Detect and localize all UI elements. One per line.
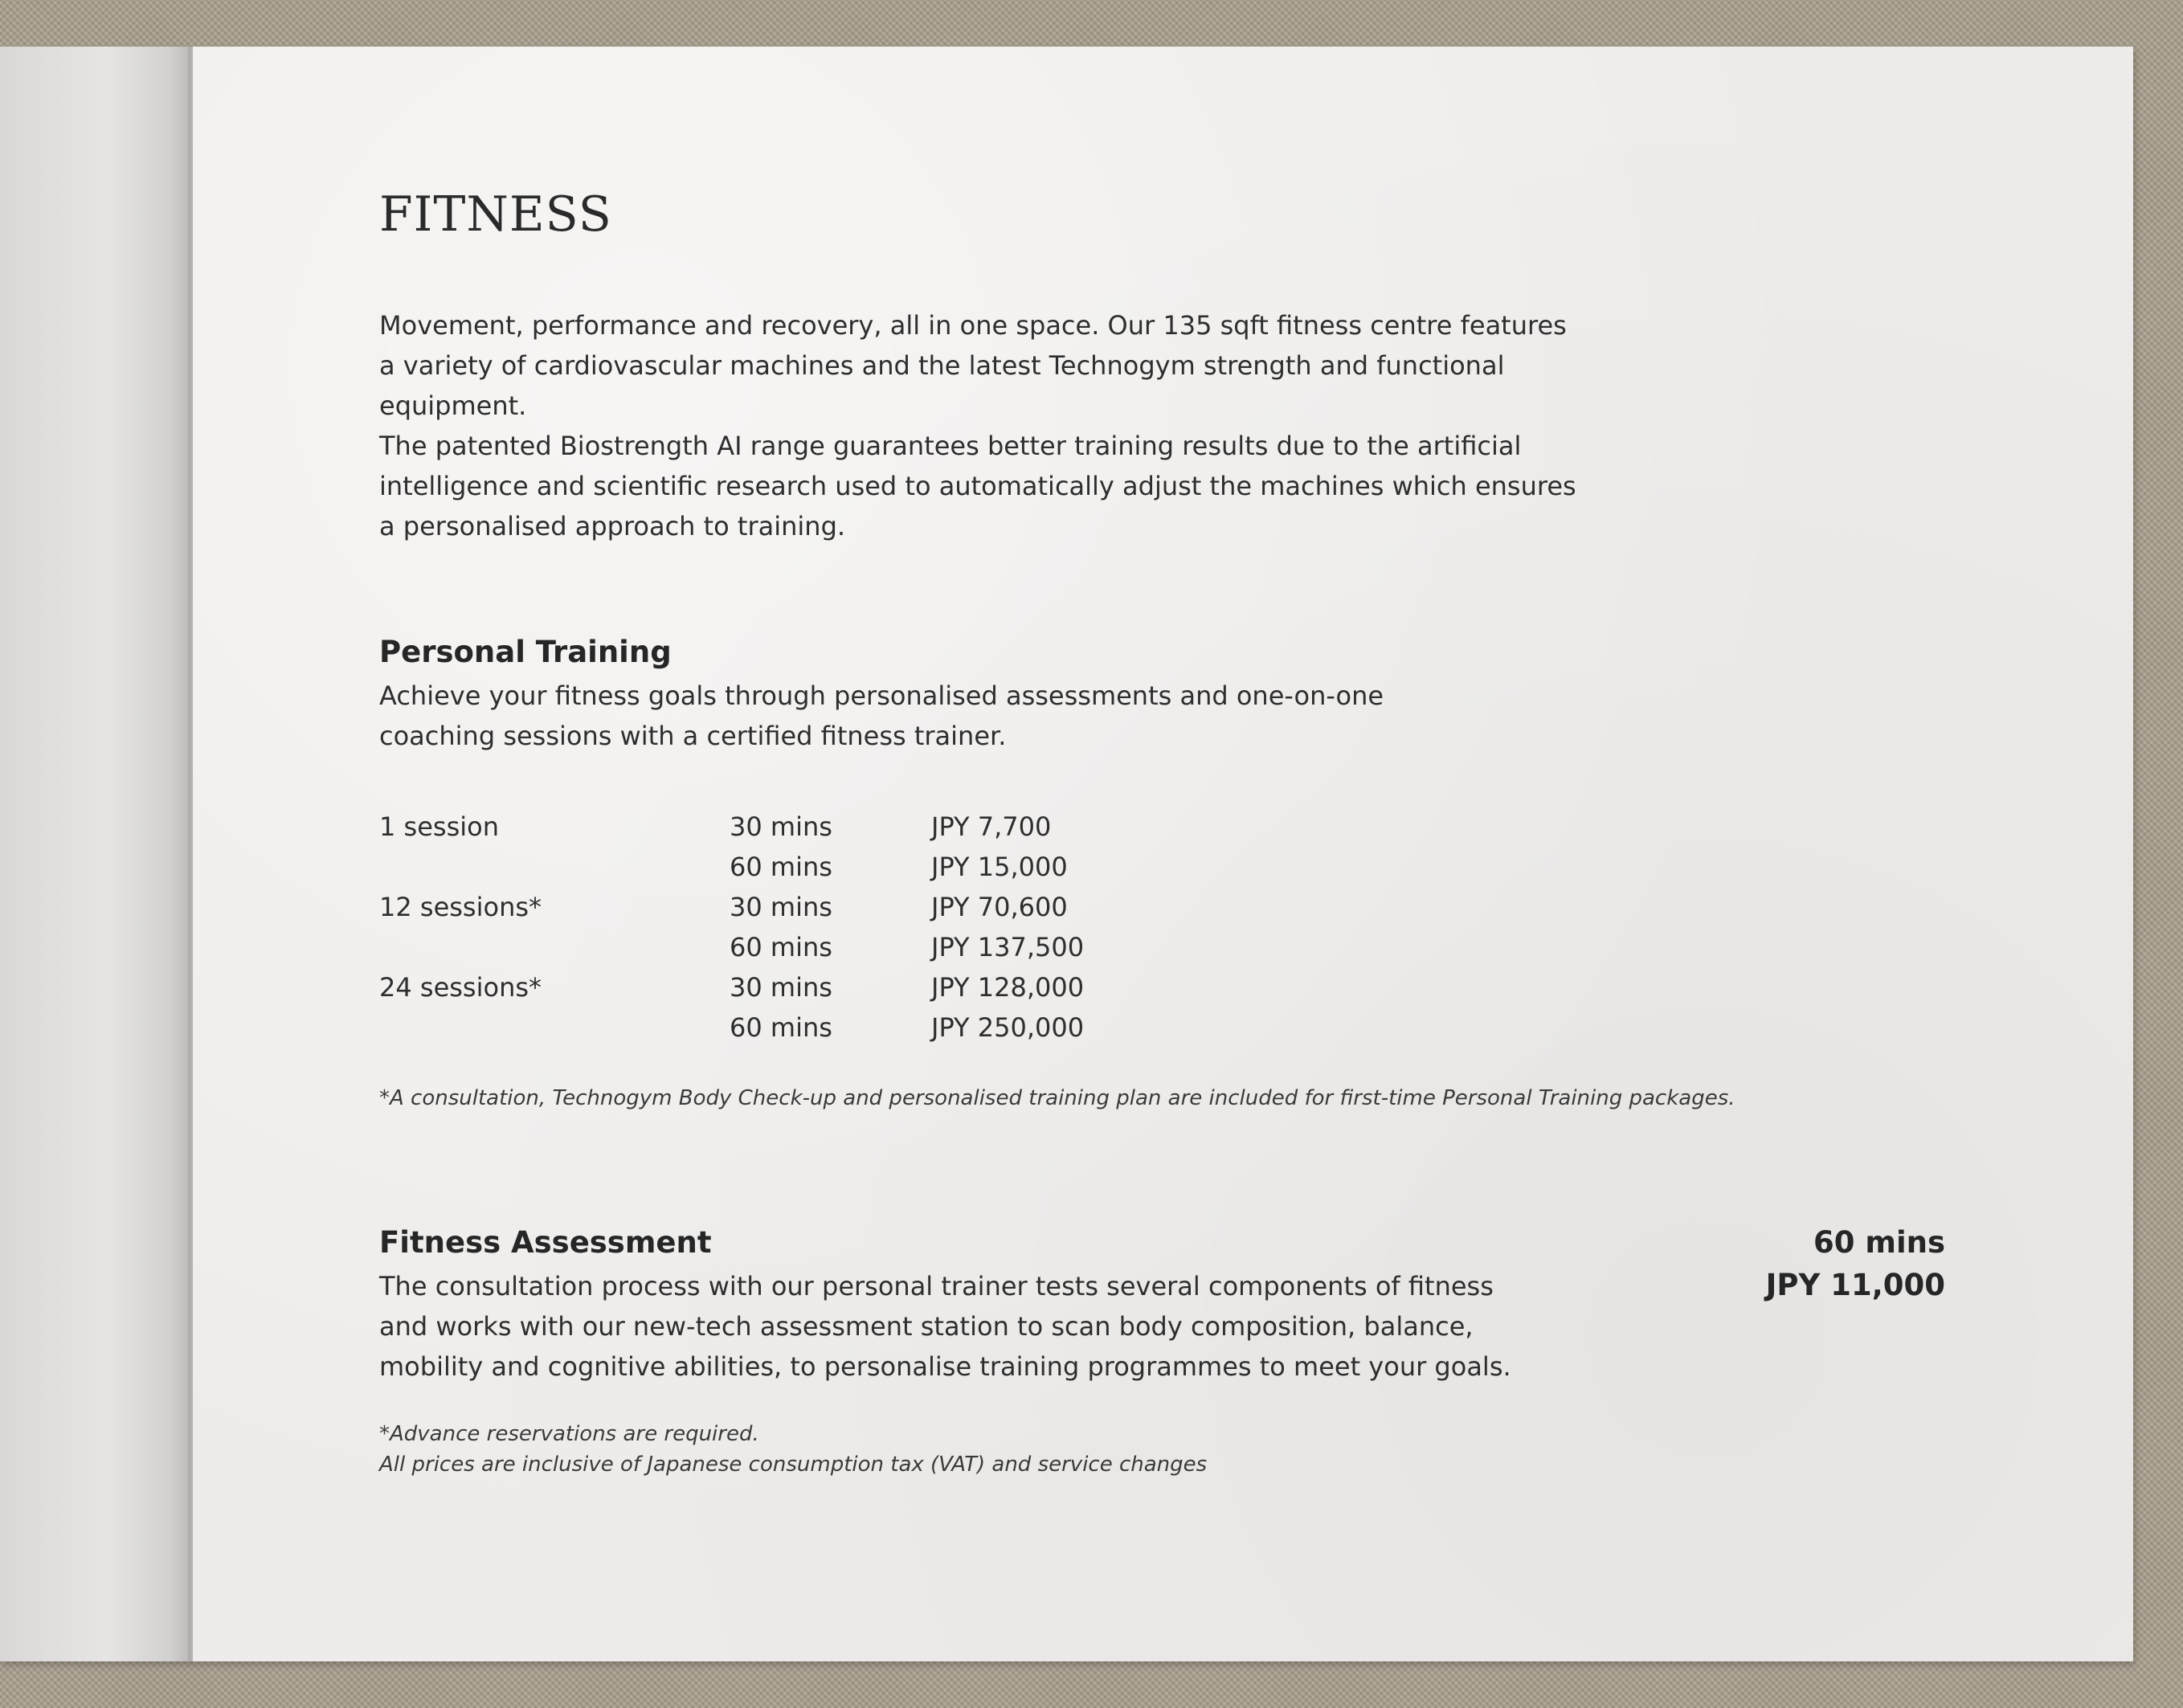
sessions-cell: 12 sessions* [379,892,542,922]
fitness-assessment-description: The consultation process with our personal trainer tests several components of fitness and works with our new-tech assessment station to scan body composition, balance, mobility and cognitive abilities, to personalise training programmes to meet your goals. [379,1271,1511,1382]
personal-training-footnote: *A consultation, Technogym Body Check-up and personalised training plan are included for first-time Personal Training packages. [379,1086,1735,1110]
personal-training-description: Achieve your fitness goals through personalised assessments and one-on-one coaching sessions with a certified fitness trainer. [379,680,1384,751]
price-cell: JPY 250,000 [931,1012,1085,1043]
duration-cell: 60 mins [730,1012,832,1043]
duration-cell: 30 mins [730,972,832,1003]
reservation-note: *Advance reservations are required. [379,1422,759,1446]
price-cell: JPY 137,500 [931,932,1085,962]
fitness-assessment-price: JPY 11,000 [1765,1268,1945,1302]
book-spine [0,47,193,1661]
price-cell: JPY 15,000 [931,852,1068,882]
duration-cell: 30 mins [730,892,832,922]
intro-paragraph-1: Movement, performance and recovery, all in one space. Our 135 sqft fitness centre features a variety of cardiovascular machines and the latest Technogym strength and functional equipment. [379,310,1567,421]
price-cell: JPY 7,700 [931,811,1052,842]
duration-cell: 30 mins [730,811,832,842]
intro-paragraph-2: The patented Biostrength AI range guarantees better training results due to the artificial intelligence and scientific research used to automatically adjust the machines which ensures a personalised approach to training. [379,431,1576,541]
sessions-cell: 24 sessions* [379,972,542,1003]
price-cell: JPY 128,000 [931,972,1085,1003]
duration-cell: 60 mins [730,932,832,962]
spine-edge [188,47,193,1661]
tax-note: All prices are inclusive of Japanese consumption tax (VAT) and service changes [379,1453,1208,1477]
page-title: FITNESS [379,186,612,243]
duration-cell: 60 mins [730,852,832,882]
personal-training-heading: Personal Training [379,635,672,669]
fitness-assessment-heading: Fitness Assessment [379,1225,712,1260]
fitness-assessment-duration: 60 mins [1813,1225,1945,1260]
sessions-cell: 1 session [379,811,499,842]
price-cell: JPY 70,600 [931,892,1068,922]
